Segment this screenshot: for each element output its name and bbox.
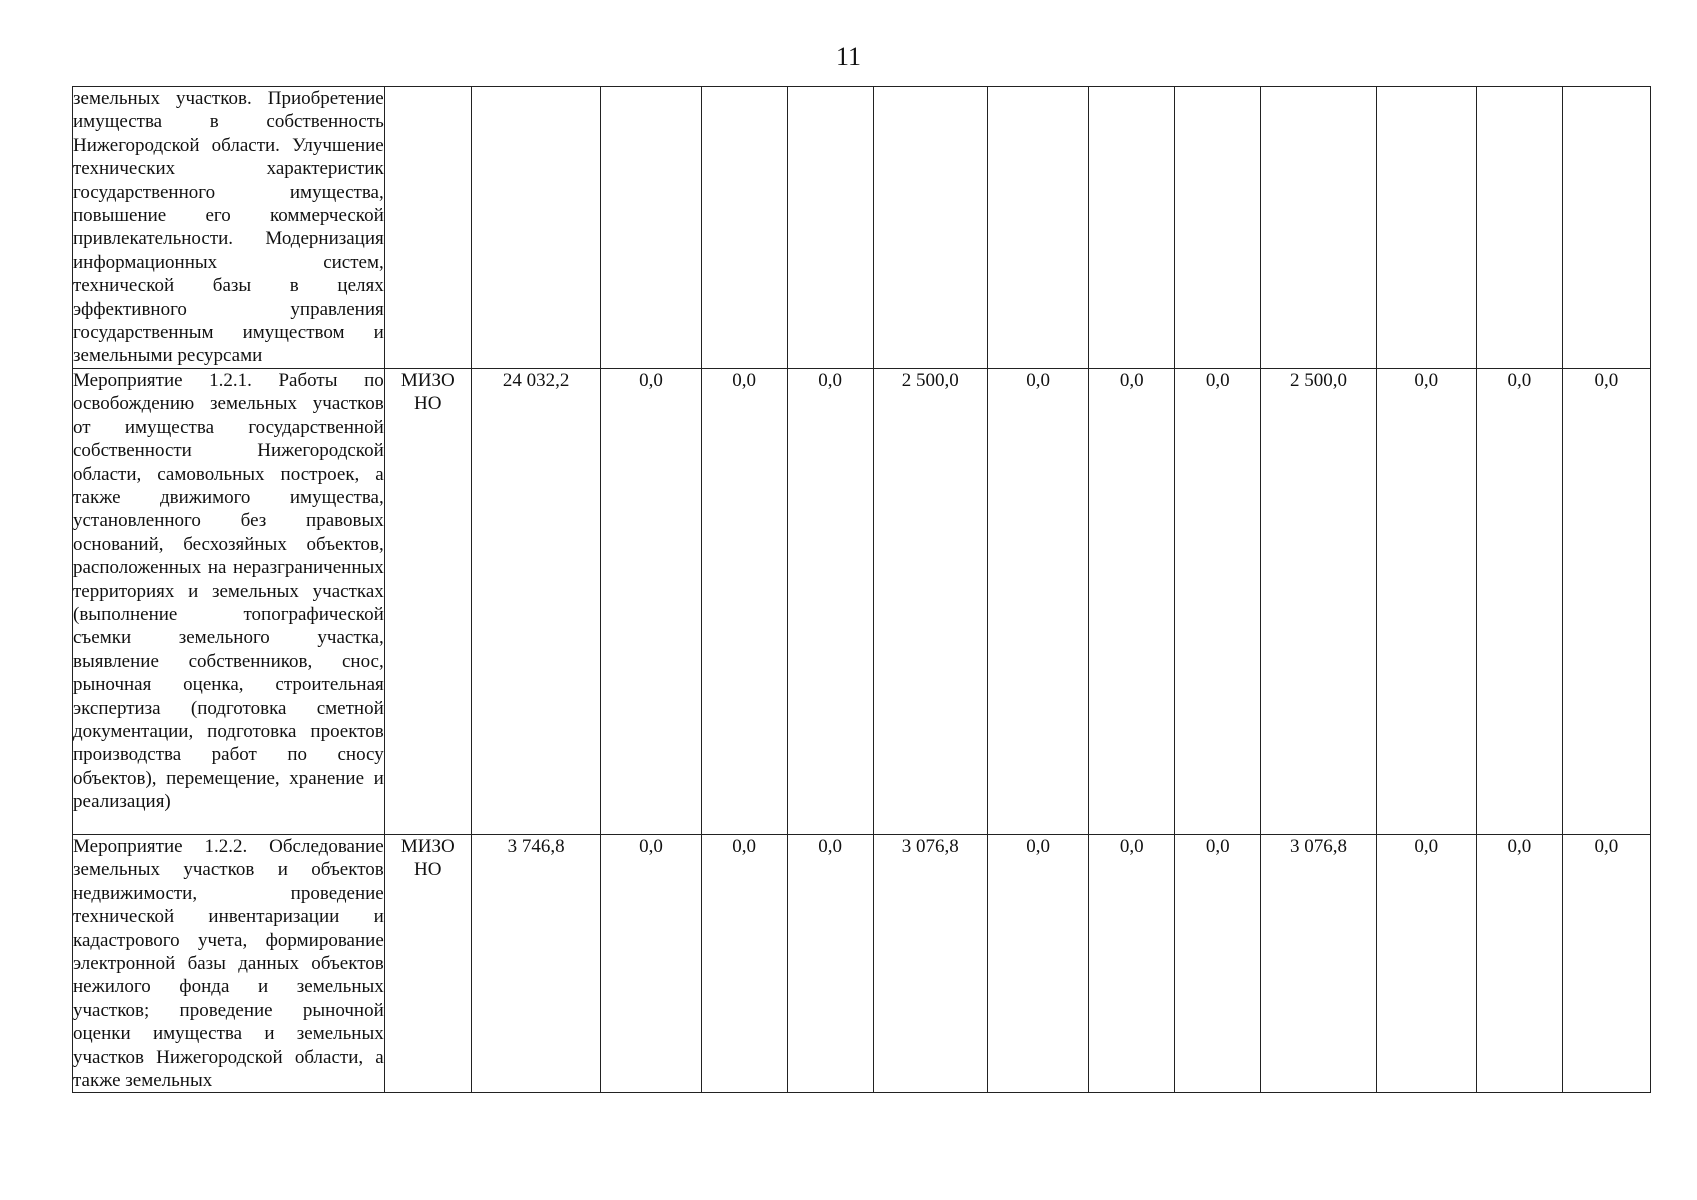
value-cell: 0,0: [787, 368, 873, 834]
value-cell: [1476, 87, 1562, 369]
value-cell: [787, 87, 873, 369]
value-cell: 0,0: [1562, 834, 1650, 1092]
value-cell: 0,0: [701, 368, 787, 834]
value-cell: 0,0: [1562, 368, 1650, 834]
table-row: [73, 368, 1651, 834]
value-cell: [1261, 87, 1376, 369]
table-row: [73, 834, 1651, 1092]
budget-table: [72, 86, 1651, 1093]
value-cell: 3 076,8: [873, 834, 987, 1092]
table-row: [73, 87, 1651, 369]
row-description: Мероприятие 1.2.2. Обследование земельных участков и объектов недвижимости, проведение технической инвентаризации и кадастрового учета, формирование электронной базы данных объектов нежилого фонда и земельных участков; проведение рыночной оценки имущества и земельных участков Нижегородской области, а также земельных: [73, 835, 384, 1091]
value-cell: [471, 87, 601, 369]
value-cell: [1376, 87, 1476, 369]
value-cell: 0,0: [1089, 834, 1175, 1092]
value-cell: [1089, 87, 1175, 369]
value-cell: 0,0: [1376, 368, 1476, 834]
value-cell: [701, 87, 787, 369]
value-cell: [1175, 87, 1261, 369]
value-cell: 2 500,0: [1261, 368, 1376, 834]
value-cell: 0,0: [701, 834, 787, 1092]
value-cell: 0,0: [1376, 834, 1476, 1092]
value-cell: 0,0: [987, 834, 1088, 1092]
executor-name-suffix: НО: [414, 393, 442, 415]
value-cell: 3 746,8: [471, 834, 601, 1092]
executor-name: МИЗО: [400, 369, 455, 391]
value-cell: [987, 87, 1088, 369]
row-description: земельных участков. Приобретение имущества в собственность Нижегородской области. Улучшение технических характеристик государственного имущества, повышение его коммерческой привлекательности. Модернизация информационных систем, технической базы в целях эффективного управления государственным имуществом и земельными ресурсами: [73, 88, 384, 367]
value-cell: 0,0: [787, 834, 873, 1092]
value-cell: [873, 87, 987, 369]
executor-cell: [384, 834, 471, 1092]
value-cell: [1562, 87, 1650, 369]
value-cell: 2 500,0: [873, 368, 987, 834]
value-cell: 0,0: [601, 368, 701, 834]
value-cell: 0,0: [1476, 368, 1562, 834]
value-cell: 0,0: [1476, 834, 1562, 1092]
value-cell: 24 032,2: [471, 368, 601, 834]
executor-name-suffix: НО: [414, 859, 442, 881]
row-description: Мероприятие 1.2.1. Работы по освобождению земельных участков от имущества государственной собственности Нижегородской области, самовольных построек, а также движимого имущества, установленного без правовых оснований, бесхозяйных объектов, расположенных на неразграниченных территориях и земельных участках (выполнение топографической съемки земельного участка, выявление собственников, снос, рыночная оценка, строительная экспертиза (подготовка сметной документации, подготовка проектов производства работ по сносу объектов), перемещение, хранение и реализация): [73, 368, 385, 834]
executor-cell: [384, 368, 471, 834]
value-cell: 0,0: [601, 834, 701, 1092]
value-cell: [601, 87, 701, 369]
executor-name: МИЗО: [400, 835, 455, 857]
value-cell: 3 076,8: [1261, 834, 1376, 1092]
value-cell: 0,0: [1089, 368, 1175, 834]
page-number: 11: [835, 42, 862, 71]
value-cell: 0,0: [1175, 834, 1261, 1092]
executor-cell: [384, 87, 471, 369]
value-cell: 0,0: [1175, 368, 1261, 834]
value-cell: 0,0: [987, 368, 1088, 834]
